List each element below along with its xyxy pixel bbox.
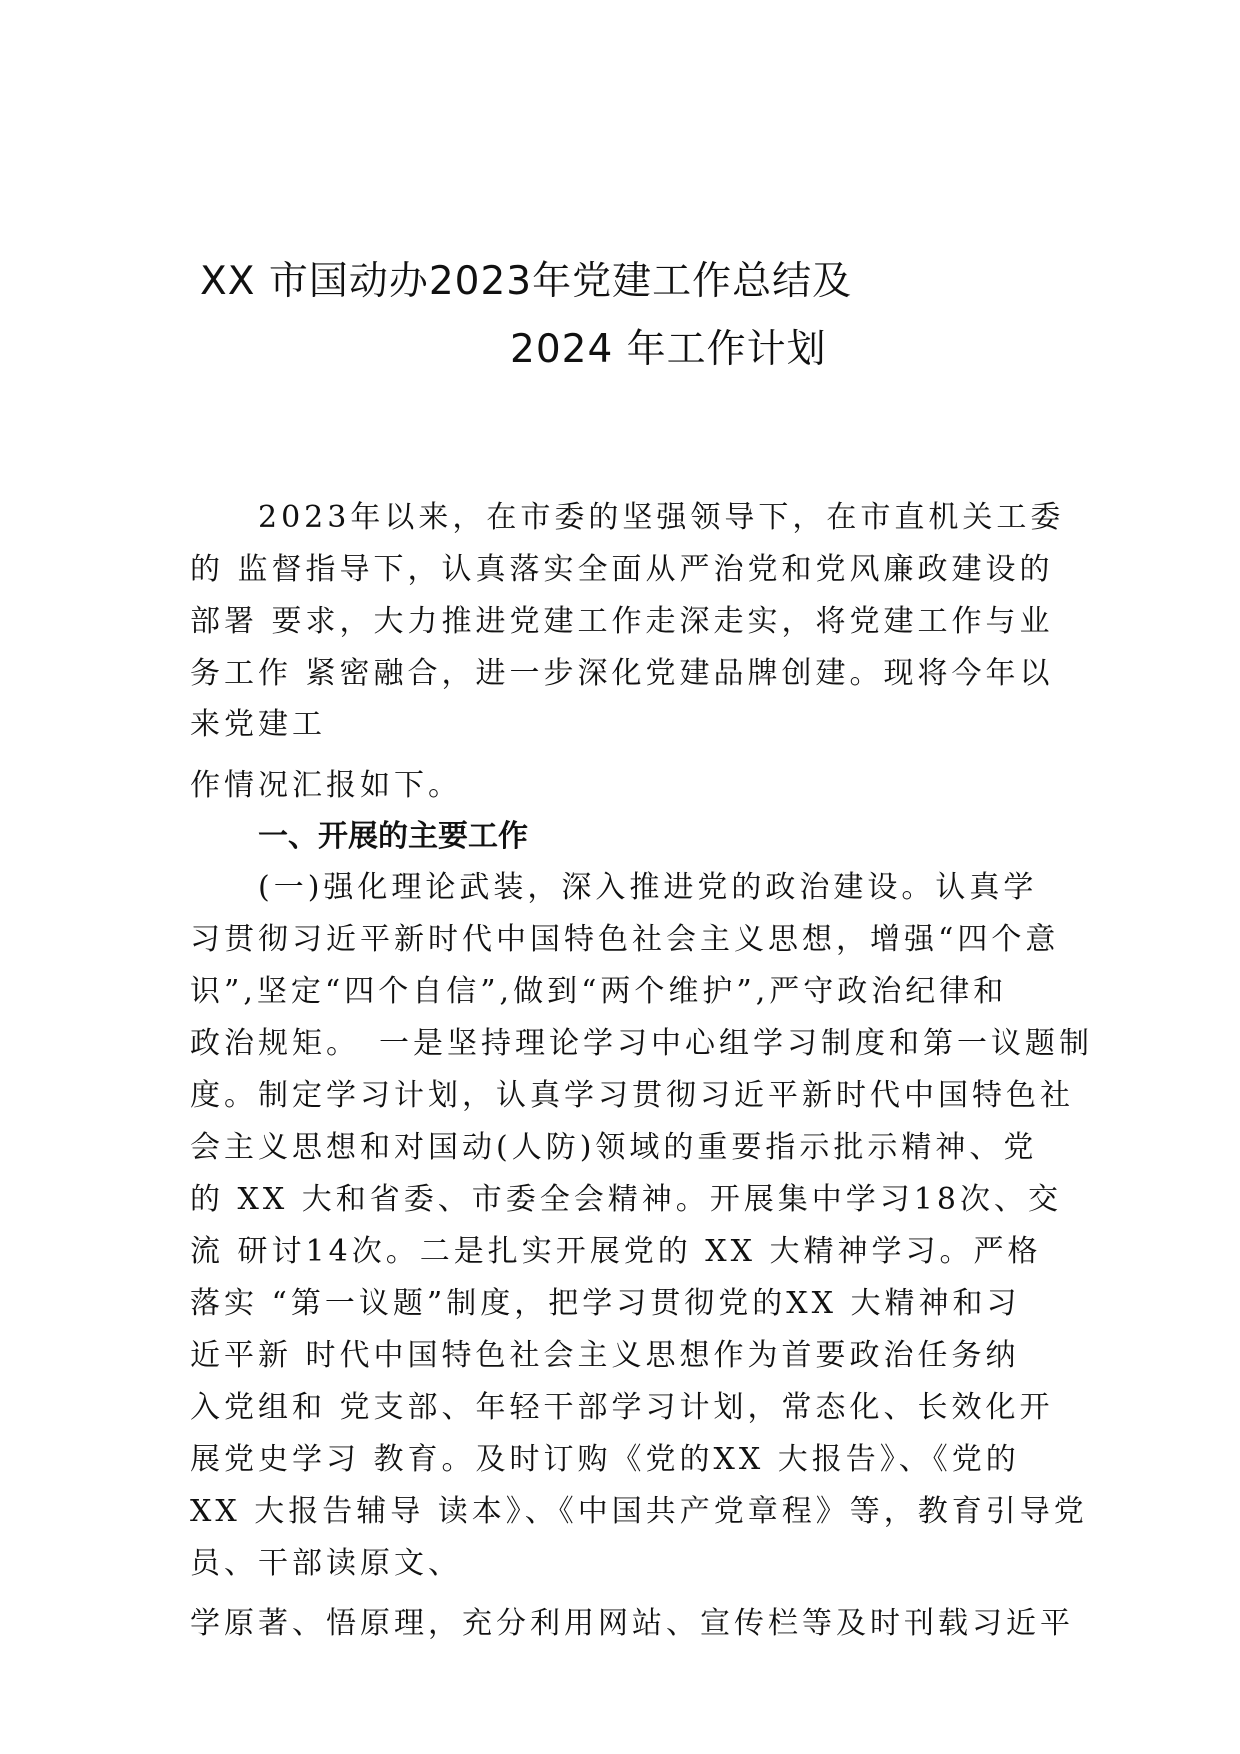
paragraph-line: 员、干部读原文、 [190,1546,462,1581]
paragraph-line: 会主义思想和对国动(人防)领域的重要指示批示精神、党 [190,1130,1038,1165]
paragraph-line: 2023年以来，在市委的坚强领导下，在市直机关工委 [190,500,1065,535]
paragraph-line: 来党建工 [190,707,326,742]
paragraph-line: 作情况汇报如下。 [190,768,462,803]
paragraph-line: XX 大报告辅导 读本》、《中国共产党章程》等，教育引导党 [190,1494,1088,1529]
paragraph-line: 近平新 时代中国特色社会主义思想作为首要政治任务纳 [190,1338,1020,1373]
paragraph-line: 部署 要求，大力推进党建工作走深走实，将党建工作与业 [190,604,1054,639]
paragraph-line: (一)强化理论武装，深入推进党的政治建设。认真学 [190,870,1038,905]
paragraph-line: 习贯彻习近平新时代中国特色社会主义思想，增强“四个意 [190,922,1060,957]
paragraph-line: 识”,坚定“四个自信”,做到“两个维护”,严守政治纪律和 [190,974,1008,1009]
paragraph-line: 展党史学习 教育。及时订购《党的XX 大报告》、《党的 [190,1442,1020,1477]
paragraph-line: 度。制定学习计划，认真学习贯彻习近平新时代中国特色社 [190,1078,1074,1113]
section-heading: 一、开展的主要工作 [258,819,528,854]
paragraph-line: 务工作 紧密融合，进一步深化党建品牌创建。现将今年以 [190,656,1054,691]
paragraph-line: 的 XX 大和省委、市委全会精神。开展集中学习18次、交 [190,1182,1062,1217]
paragraph-line: 政治规矩。 一是坚持理论学习中心组学习制度和第一议题制 [190,1026,1093,1061]
paragraph-line: 的 监督指导下，认真落实全面从严治党和党风廉政建设的 [190,552,1054,587]
paragraph-line: 流 研讨14次。二是扎实开展党的 XX 大精神学习。严格 [190,1234,1042,1269]
paragraph-line: 学原著、悟原理，充分利用网站、宣传栏等及时刊载习近平 [190,1606,1074,1641]
document-title-line-1: XX 市国动办2023年党建工作总结及 [200,259,853,304]
document-title-line-2: 2024 年工作计划 [510,327,827,372]
paragraph-line: 入党组和 党支部、年轻干部学习计划，常态化、长效化开 [190,1390,1054,1425]
paragraph-line: 落实 “第一议题”制度，把学习贯彻党的XX 大精神和习 [190,1286,1021,1321]
